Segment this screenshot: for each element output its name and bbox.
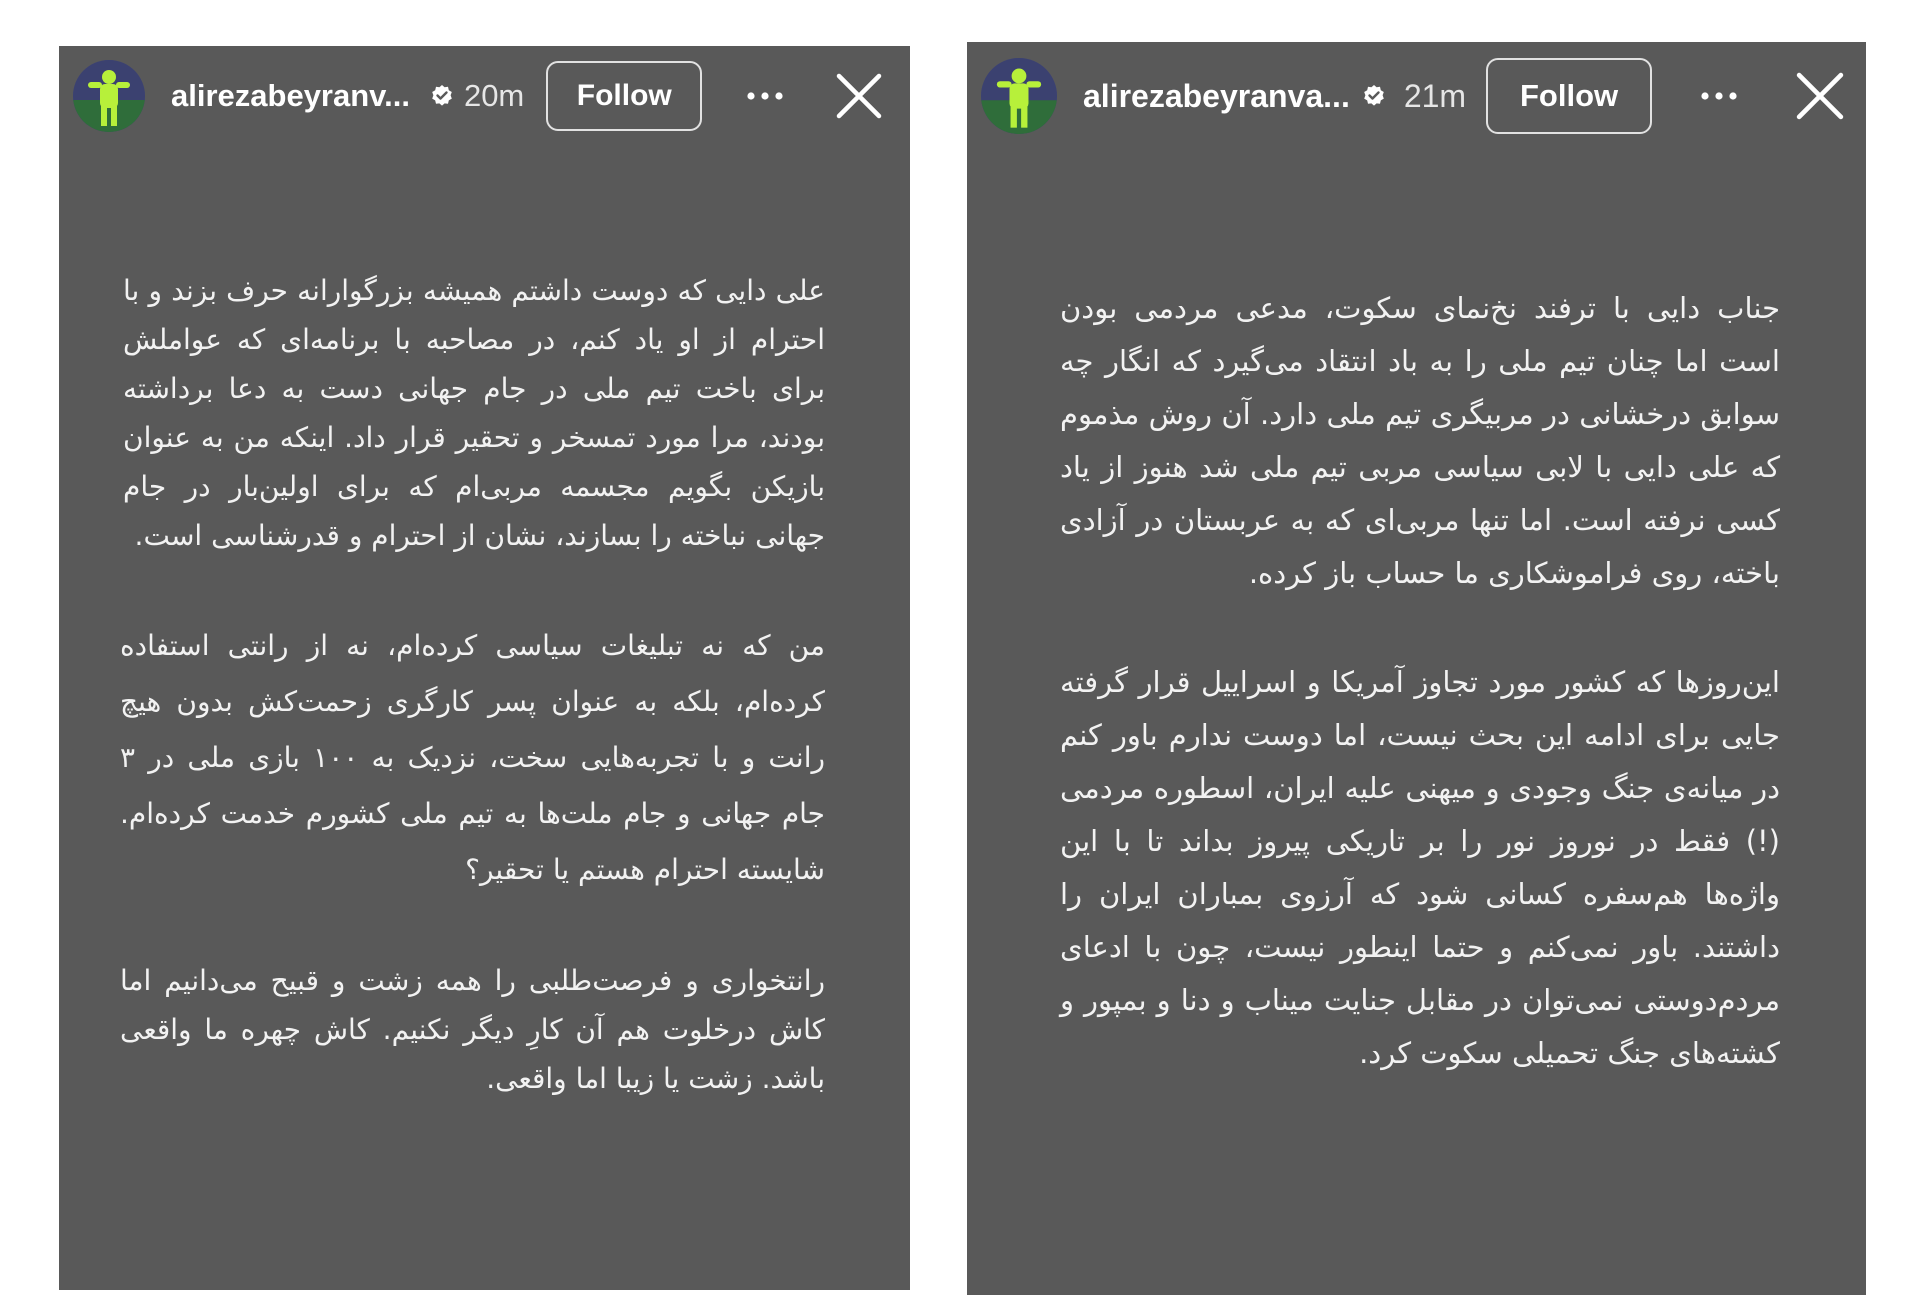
avatar[interactable]	[981, 58, 1057, 134]
story-right	[967, 42, 1866, 1295]
post-time: 20m	[463, 78, 525, 113]
close-icon[interactable]	[836, 73, 882, 119]
follow-button[interactable]: Follow	[546, 61, 702, 131]
verified-badge-icon	[1362, 84, 1386, 108]
story-text	[1060, 282, 1780, 1080]
close-icon[interactable]	[1796, 72, 1844, 120]
post-time: 21m	[1403, 77, 1467, 114]
story-text	[120, 266, 825, 1103]
more-options-icon[interactable]	[1700, 91, 1738, 101]
story-paragraph: علی دایی که دوست داشتم همیشه بزرگوارانه حرف بزند و با احترام از او یاد کنم، در مصاحبه با برنامه‌ای که عواملش برای باخت تیم ملی در جام جهانی دست به دعا برداشته بودند، مرا مورد تمسخر و تحقیر قرار داد. اینکه من به عنوان بازیکن بگویم مجسمه مربی‌ام که برای اولین‌بار در جام جهانی نباخته را بسازند، نشان از احترام و قدرشناسی است.	[123, 274, 825, 552]
story-left	[59, 46, 910, 1290]
story-paragraph: این‌روزها که کشور مورد تجاوز آمریکا و اسراییل قرار گرفته جایی برای ادامه این بحث نیست، اما دوست ندارم باور کنم در میانه‌ی جنگ وجودی و میهنی علیه ایران، اسطوره مردمی (!) فقط در نوروز نور را بر تاریکی پیروز بداند تا با این واژه‌ها هم‌سفره کسانی شود که آرزوی بمباران ایران را داشتند. باور نمی‌کنم و حتما اینطور نیست، چون با ادعای مردم‌دوستی نمی‌توان در مقابل جنایت میناب و دنا و بمپور و کشته‌های جنگ تحمیلی سکوت کرد.	[1060, 665, 1780, 1070]
story-paragraph: رانتخواری و فرصت‌طلبی را همه زشت و قبیح می‌دانیم اما کاش درخلوت هم آن کارِ دیگر نکنیم. کاش چهره ما واقعی باشد. زشت یا زیبا اما واقعی.	[120, 964, 825, 1095]
verified-badge-icon	[430, 84, 454, 108]
story-header	[59, 46, 910, 146]
username[interactable]: alirezabeyranva...	[1083, 77, 1350, 114]
story-header	[967, 42, 1866, 150]
username[interactable]: alirezabeyranv...	[171, 78, 410, 113]
story-paragraph: جناب دایی با ترفند نخ‌نمای سکوت، مدعی مردمی بودن است اما چنان تیم ملی را به باد انتقاد می‌گیرد که انگار چه سوابق درخشانی در مربیگری تیم ملی دارد. آن روش مذموم که علی دایی با لابی سیاسی مربی تیم ملی شد هنوز از یاد کسی نرفته است. اما تنها مربی‌ای که به عربستان در آزادی باخته، روی فراموشکاری ما حساب باز کرده.	[1060, 291, 1780, 590]
avatar[interactable]	[73, 60, 145, 132]
follow-button[interactable]: Follow	[1486, 58, 1652, 134]
story-paragraph: من که نه تبلیغات سیاسی کرده‌ام، نه از رانتی استفاده کرده‌ام، بلکه به عنوان پسر کارگری زحمت‌کش بدون هیچ رانت و با تجربه‌هایی سخت، نزدیک به ۱۰۰ بازی ملی در ۳ جام جهانی و جام ملت‌ها به تیم ملی کشورم خدمت کرده‌ام. شایسته احترام هستم یا تحقیر؟	[120, 629, 825, 886]
more-options-icon[interactable]	[746, 91, 784, 101]
